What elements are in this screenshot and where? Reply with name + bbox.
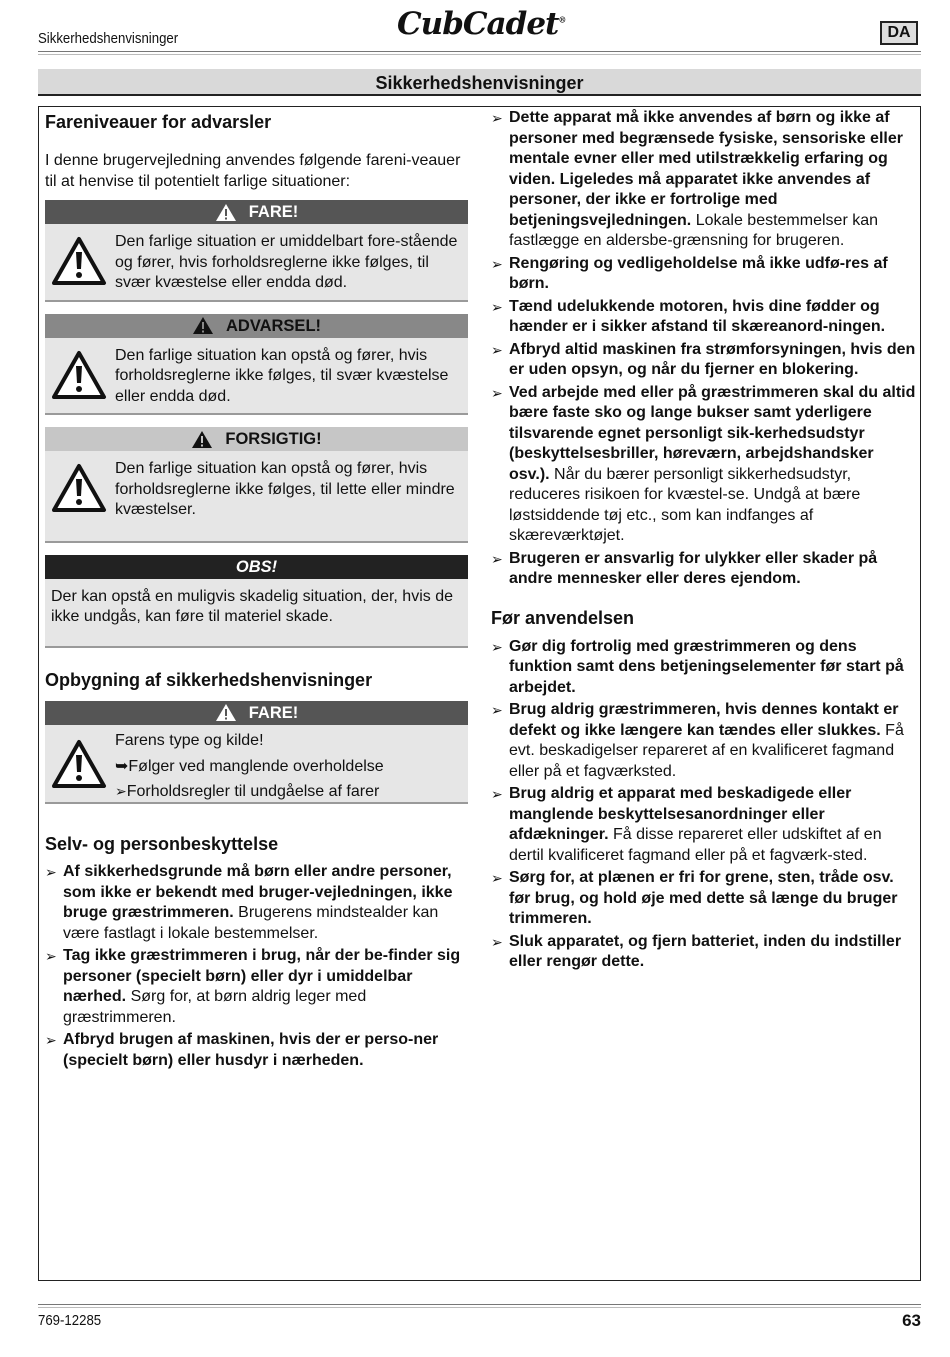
list-item: ➢ Gør dig fortrolig med græstrimmeren og dens funktion samt dens betjeningselementer før start på arbejdet.: [491, 637, 916, 699]
arrow-bullet-icon: ➢: [491, 384, 503, 401]
arrow-bullet-icon: ➢: [491, 255, 503, 272]
list-item: ➢ Af sikkerhedsgrunde må børn eller andre personer, som ikke er bekendt med bruger-vejledningen, ikke bruge græstrimmeren. Brugerens mindstealder kan være fastlagt i lokale bestemmelser.: [45, 862, 468, 944]
notice-text: Der kan opstå en muligvis skadelig situation, der, hvis de ikke undgås, kan føre til materiel skade.: [51, 587, 453, 625]
warning-triangle-icon: [215, 203, 237, 222]
heading-structure: Opbygning af sikkerhedshenvisninger: [45, 669, 373, 690]
arrow-right-circle-icon: ➥: [115, 758, 129, 775]
structure-line-consequence: ➥Følger ved manglende overholdelse: [115, 758, 384, 775]
list-item: ➢ Afbryd brugen af maskinen, hvis der er perso-ner (specielt børn) eller husdyr i nærheden.: [45, 1030, 468, 1071]
notice-bar: [45, 555, 468, 579]
list-item: ➢ Brug aldrig græstrimmeren, hvis dennes kontakt er defekt og ikke længere kan tændes eller slukkes. Få evt. beskadigelser repareret af en kvalificeret fagmand eller på et fagværksted.: [491, 700, 916, 782]
list-item: ➢ Ved arbejde med eller på græstrimmeren skal du altid bære faste sko og lange bukser samt yderligere tilsvarende egnet personligt sik-kerhedsudstyr (beskyttelsesbriller, høreværn, arbejdshandsker osv.). Når du bærer personligt sikkerhedsudstyr, reduceres risikoen for kvæstel-se. Undgå at bære løstsiddende tøj etc., som kan indfanges af skæreværktøjet.: [491, 383, 916, 547]
heading-hazard-levels: Fareniveauer for advarsler: [45, 112, 272, 132]
structure-line-type: Farens type og kilde!: [115, 731, 264, 749]
list-item: ➢ Sluk apparatet, og fjern batteriet, inden du indstiller eller rengør dette.: [491, 932, 916, 973]
list-item: ➢ Tag ikke græstrimmeren i brug, når der be-finder sig personer (specielt børn) eller dyr i umiddelbar nærhed. Sørg for, at børn aldrig leger med græstrimmeren.: [45, 946, 468, 1028]
warning-triangle-icon: [51, 236, 107, 286]
structure-line-measures: ➢Forholdsregler til undgåelse af farer: [115, 782, 380, 800]
intro-text: I denne brugervejledning anvendes følgende fareni-veauer til at henvise til potentielt farlige situationer:: [45, 152, 461, 190]
arrow-bullet-icon: ➢: [45, 948, 57, 964]
structure-example-box: [45, 701, 468, 805]
list-item: ➢ Brugeren er ansvarlig for ulykker eller skader på andre mennesker eller deres ejendom.: [491, 549, 916, 590]
warning-box-fare: [45, 200, 468, 302]
warning-triangle-icon: [51, 463, 107, 513]
warning-bar: [45, 314, 468, 338]
language-badge: DA: [880, 21, 918, 45]
arrow-bullet-icon: ➢: [491, 298, 503, 315]
left-column: [45, 110, 468, 1073]
warning-text: Den farlige situation er umiddelbart fore-stående og fører, hvis forholdsreglerne ikke følges, til svær kvæstelse eller endda død.: [115, 233, 458, 291]
warning-triangle-icon: [51, 739, 107, 789]
running-header: Sikkerhedshenvisninger: [38, 30, 179, 47]
arrow-bullet-icon: ➢: [115, 782, 127, 799]
list-item: ➢ Afbryd altid maskinen fra strømforsyningen, hvis den er uden opsyn, og når du fjerner en blokering.: [491, 340, 916, 381]
arrow-bullet-icon: ➢: [45, 1032, 57, 1048]
list-item: ➢ Rengøring og vedligeholdelse må ikke udfø-res af børn.: [491, 254, 916, 295]
warning-bar: [45, 200, 468, 224]
arrow-bullet-icon: ➢: [491, 786, 503, 802]
arrow-bullet-icon: ➢: [491, 341, 503, 358]
arrow-bullet-icon: ➢: [45, 864, 57, 880]
warning-box-forsigtig: [45, 427, 468, 543]
warning-label: FORSIGTIG!: [225, 430, 322, 448]
page-number: 63: [902, 1311, 921, 1330]
warning-bar: [45, 427, 468, 451]
warning-label: FARE!: [248, 703, 299, 722]
heading-protection: Selv- og personbeskyttelse: [45, 834, 279, 854]
right-column: [491, 108, 916, 975]
heading-before-use: Før anvendelsen: [491, 607, 635, 628]
warning-text: Den farlige situation kan opstå og fører, hvis forholdsreglerne ikke følges, til lette eller mindre kvæstelser.: [115, 460, 455, 518]
list-item: ➢ Tænd udelukkende motoren, hvis dine fødder og hænder er i sikker afstand til skæreanord-ningen.: [491, 297, 916, 338]
document-number: 769-12285: [38, 1312, 102, 1329]
warning-triangle-icon: [51, 350, 107, 400]
warning-triangle-icon: [192, 316, 214, 335]
header-rule: [38, 51, 921, 52]
warning-text: Den farlige situation kan opstå og fører, hvis forholdsreglerne ikke følges, til svær kvæstelse eller endda død.: [115, 346, 449, 405]
arrow-bullet-icon: ➢: [491, 550, 503, 567]
list-item: ➢ Dette apparat må ikke anvendes af børn og ikke af personer med begrænsede fysiske, sensoriske eller mentale evner eller med utilstrækkelig erfaring og viden. Ligeledes må apparatet ikke anvendes af personer, der ikke er fortrolige med betjeningsvejledningen. Lokale bestemmelser kan fastlægge en aldersbe-grænsning for brugeren.: [491, 108, 916, 252]
notice-label: OBS!: [235, 557, 278, 576]
header-rule-thin: [38, 54, 921, 55]
arrow-bullet-icon: ➢: [491, 702, 503, 718]
footer-rule: [38, 1304, 921, 1305]
arrow-bullet-icon: ➢: [491, 933, 503, 950]
arrow-bullet-icon: ➢: [491, 638, 503, 655]
warning-label: ADVARSEL!: [225, 316, 322, 335]
warning-triangle-icon: [215, 703, 237, 722]
arrow-bullet-icon: ➢: [491, 870, 503, 886]
list-item: ➢ Sørg for, at plænen er fri for grene, sten, tråde osv. før brug, og hold øje med dette så længe du bruger trimmeren.: [491, 868, 916, 930]
cub-cadet-logo: CubCadet®: [397, 6, 566, 42]
notice-box-obs: [45, 555, 468, 648]
section-title: Sikkerhedshenvisninger: [38, 69, 921, 96]
footer-rule-thin: [38, 1307, 921, 1308]
warning-label: FARE!: [248, 203, 299, 221]
warning-box-advarsel: [45, 314, 468, 416]
arrow-bullet-icon: ➢: [491, 110, 503, 126]
list-item: ➢ Brug aldrig et apparat med beskadigede eller manglende beskyttelsesanordninger eller afdækninger. Få disse repareret eller udskiftet af en dertil kvalificeret fagmand eller på et fagværk-sted.: [491, 784, 916, 866]
warning-triangle-icon: [191, 430, 213, 449]
warning-bar: [45, 701, 468, 725]
